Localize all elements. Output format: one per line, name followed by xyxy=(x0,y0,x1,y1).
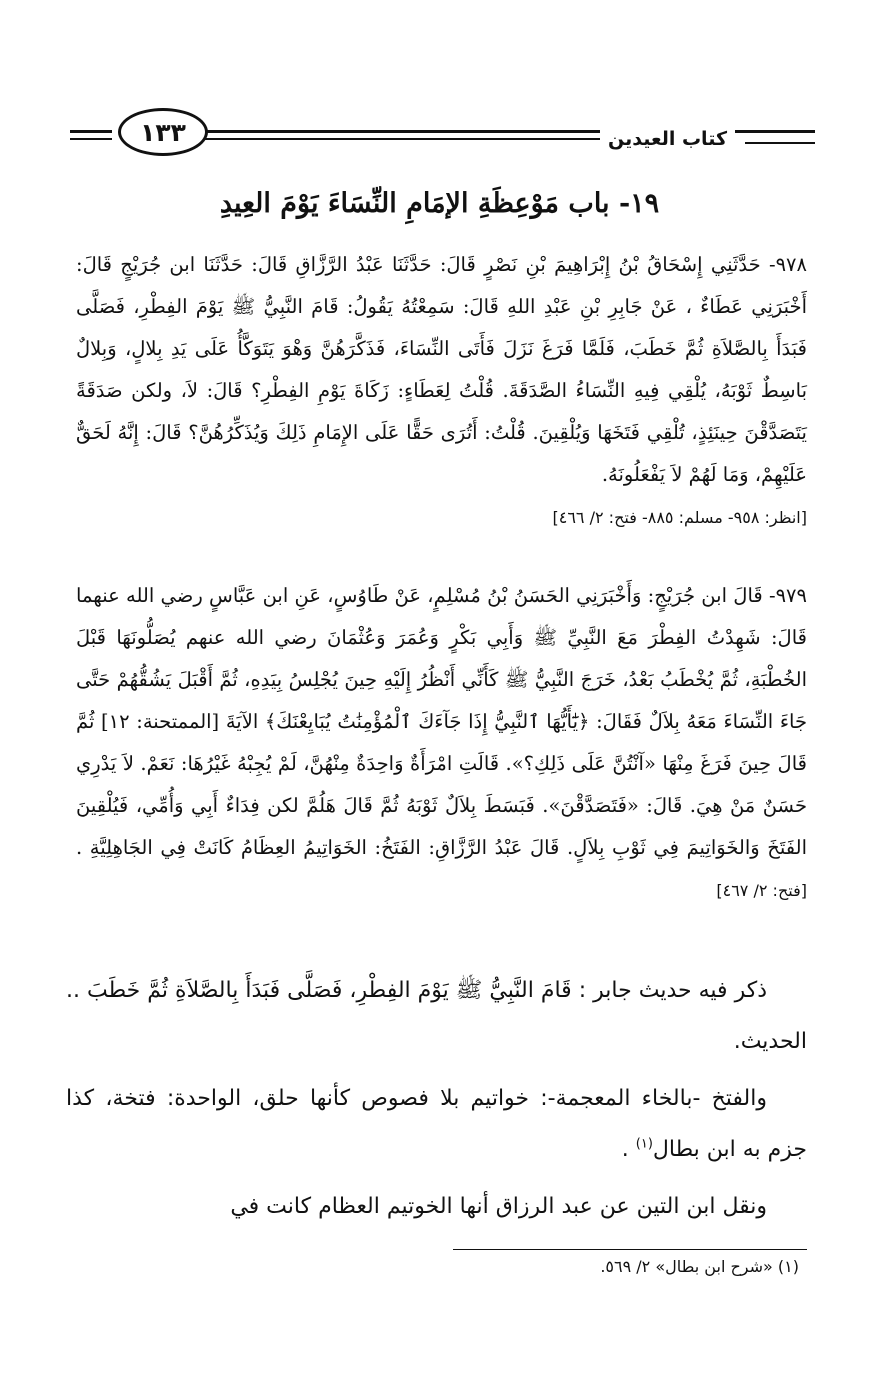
commentary-paragraph: ذكر فيه حديث جابر : قَامَ النَّبِيُّ ﷺ يَوْمَ الفِطْرِ، فَصَلَّى فَبَدَأَ بِالصَّلاَةِ ثُمَّ خَطَبَ .. الحديث. xyxy=(66,978,807,1054)
footnote: (١) «شرح ابن بطال» ٢/ ٥٦٩. xyxy=(600,1257,799,1276)
hadith-reference: [انظر: ٩٥٨- مسلم: ٨٨٥- فتح: ٢/ ٤٦٦] xyxy=(552,508,807,527)
commentary-text: . xyxy=(621,1137,636,1162)
header-rule xyxy=(70,130,112,133)
hadith-reference: [فتح: ٢/ ٤٦٧] xyxy=(716,881,807,900)
page-number: ١٣٣ xyxy=(118,108,208,156)
commentary-text: والفتخ -بالخاء المعجمة-: خواتيم بلا فصوص كأنها حلق، الواحدة: فتخة، كذا جزم به ابن بطال xyxy=(66,1086,807,1162)
hadith-text: ٩٧٩- قَالَ ابن جُرَيْجٍ: وَأَخْبَرَنِي الحَسَنُ بْنُ مُسْلِمٍ، عَنْ طَاوُسٍ، عَنِ ابن عَبَّاسٍ رضي الله عنهما قَالَ: شَهِدْتُ الفِطْرَ مَعَ النَّبِيِّ ﷺ وَأَبِي بَكْرٍ وَعُمَرَ وَعُثْمَانَ رضي الله عنهم يُصَلُّونَهَا قَبْلَ الخُطْبَةِ، ثُمَّ يُخْطَبُ بَعْدُ، خَرَجَ النَّبِيُّ ﷺ كَأَنِّي أَنْظُرُ إِلَيْهِ حِينَ يُجْلِسُ بِيَدِهِ، ثُمَّ أَقْبَلَ يَشُقُّهُمْ حَتَّى جَاءَ النِّسَاءَ مَعَهُ بِلاَلٌ فَقَالَ: ﴿يَٰٓأَيُّهَا ٱلنَّبِيُّ إِذَا جَآءَكَ ٱلْمُؤْمِنَٰتُ يُبَايِعْنَكَ﴾ الآيَةَ [الممتحنة: ١٢] ثُمَّ قَالَ حِينَ فَرَغَ مِنْهَا «آنْتُنَّ عَلَى ذَلِكِ؟». قَالَتِ امْرَأَةٌ وَاحِدَةٌ مِنْهُنَّ، لَمْ يُجِبْهُ غَيْرُهَا: نَعَمْ. لاَ يَدْرِي حَسَنٌ مَنْ هِيَ. قَالَ: «فَتَصَدَّقْنَ». فَبَسَطَ بِلاَلٌ ثَوْبَهُ ثُمَّ قَالَ هَلُمَّ لكن فِدَاءٌ أَبِي وَأُمِّي، فَيُلْقِينَ الفَتَخَ وَالخَوَاتِيمَ فِي ثَوْبِ بِلاَلٍ. قَالَ عَبْدُ الرَّزَّاقِ: الفَتَخُ: الخَوَاتِيمُ العِظَامُ كَانَتْ فِي الجَاهِلِيَّةِ . xyxy=(76,584,808,859)
hadith-978 xyxy=(76,244,807,539)
chapter-title: ١٩- باب مَوْعِظَةِ الإمَامِ النِّسَاءَ يَوْمَ العِيدِ xyxy=(219,188,660,219)
hadith-text: ٩٧٨- حَدَّثَنِي إِسْحَاقُ بْنُ إِبْرَاهِيمَ بْنِ نَصْرٍ قَالَ: حَدَّثَنَا عَبْدُ الرَّزَّاقِ قَالَ: حَدَّثَنَا ابن جُرَيْجٍ قَالَ: أَخْبَرَنِي عَطَاءٌ ، عَنْ جَابِرِ بْنِ عَبْدِ اللهِ قَالَ: سَمِعْتُهُ يَقُولُ: قَامَ النَّبِيُّ ﷺ يَوْمَ الفِطْرِ، فَصَلَّى فَبَدَأَ بِالصَّلاَةِ ثُمَّ خَطَبَ، فَلَمَّا فَرَغَ نَزَلَ فَأَتَى النِّسَاءَ، فَذَكَّرَهُنَّ وَهْوَ يَتَوَكَّأُ عَلَى يَدِ بِلالٍ، وَبِلالٌ بَاسِطٌ ثَوْبَهُ، يُلْقِي فِيهِ النِّسَاءُ الصَّدَقَةَ. قُلْتُ لِعَطَاءٍ: زَكَاةَ يَوْمِ الفِطْرِ؟ قَالَ: لاَ، ولكن صَدَقَةً يَتَصَدَّقْنَ حِينَئِذٍ، تُلْقِي فَتَخَهَا وَيُلْقِينَ. قُلْتُ: أَتُرَى حَقًّا عَلَى الإِمَامِ ذَلِكَ وَيُذَكِّرُهُنَّ؟ قَالَ: إِنَّهُ لَحَقٌّ عَلَيْهِمْ، وَمَا لَهُمْ لاَ يَفْعَلُونَهُ. xyxy=(76,253,807,486)
footnote-marker[interactable]: (١) xyxy=(635,1136,653,1152)
footnote-divider xyxy=(453,1249,807,1250)
header-rule xyxy=(160,138,635,140)
book-title: كتاب العيدين xyxy=(600,128,735,150)
header-rule xyxy=(745,142,815,144)
commentary-paragraph: ونقل ابن التين عن عبد الرزاق أنها الخوتيم العظام كانت في xyxy=(230,1194,767,1219)
commentary xyxy=(66,965,807,1238)
header-rule xyxy=(70,138,112,140)
commentary-paragraph xyxy=(66,1073,807,1175)
running-header xyxy=(70,108,815,164)
hadith-979 xyxy=(76,575,807,912)
